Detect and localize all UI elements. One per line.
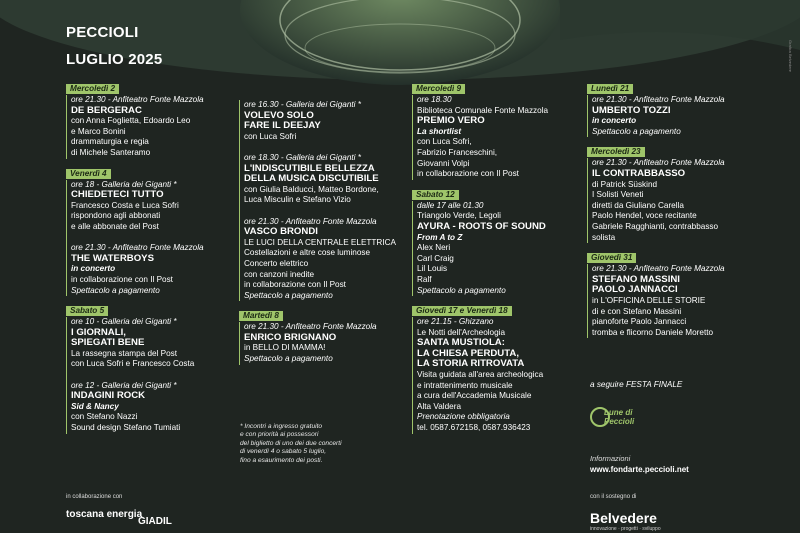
- date-badge: Sabato 5: [66, 306, 108, 316]
- event-line: Costellazioni e altre cose luminose: [244, 248, 371, 258]
- event-line: ore 18.30 - Galleria dei Giganti *: [244, 152, 361, 162]
- event-line: con Anna Foglietta, Edoardo Leo: [71, 116, 191, 126]
- event-title: CHIEDETECI TUTTO: [71, 189, 164, 201]
- event-line: Biblioteca Comunale Fonte Mazzola: [417, 105, 549, 115]
- program-column-1: [66, 84, 231, 444]
- event-line: [244, 142, 409, 153]
- event-block: [239, 311, 409, 364]
- event-line: Spettacolo a pagamento: [244, 354, 333, 364]
- event-line: in collaborazione con Il Post: [417, 169, 519, 179]
- event-details: [587, 158, 762, 243]
- program-column-4: [587, 84, 762, 348]
- event-line: ore 18.30: [417, 95, 452, 104]
- date-badge: Giovedì 31: [587, 253, 636, 263]
- event-line: Paolo Hendel, voce recitante: [592, 211, 697, 221]
- event-line: e Marco Bonini: [71, 126, 126, 136]
- event-title: I GIORNALI,: [71, 326, 126, 338]
- date-badge: Venerdì 4: [66, 169, 111, 179]
- event-line: ore 21.30 - Anfiteatro Fonte Mazzola: [71, 243, 204, 253]
- event-line: tel. 0587.672158, 0587.936423: [417, 423, 531, 433]
- event-line: ore 21.30 - Anfiteatro Fonte Mazzola: [592, 264, 725, 274]
- event-line: Francesco Costa e Luca Sofri: [71, 200, 179, 210]
- event-title: LA CHIESA PERDUTA,: [417, 347, 519, 359]
- lune-peccioli-logo: Lune di Peccioli: [590, 402, 650, 432]
- event-line: solista: [592, 232, 616, 242]
- event-block: [66, 84, 231, 159]
- note-line: e con priorità ai possessori: [240, 431, 319, 439]
- event-title: FARE IL DEEJAY: [244, 120, 321, 132]
- event-line: Spettacolo a pagamento: [244, 290, 333, 300]
- event-details: [66, 180, 231, 297]
- event-details: [587, 95, 762, 137]
- event-block: [587, 253, 762, 338]
- event-line: ore 10 - Galleria dei Giganti *: [71, 317, 177, 327]
- event-line: ore 21.30 - Anfiteatro Fonte Mazzola: [244, 322, 377, 332]
- event-title: VOLEVO SOLO: [244, 109, 314, 121]
- event-line: in BELLO DI MAMMA!: [244, 343, 326, 353]
- event-details: [66, 95, 231, 159]
- event-line: Fabrizio Franceschini,: [417, 147, 498, 157]
- event-line: [244, 206, 409, 217]
- note-line: del biglietto di uno dei due concerti: [240, 439, 342, 447]
- event-block: [66, 306, 231, 434]
- event-line: tromba e flicorno Daniele Moretto: [592, 327, 714, 337]
- event-line: LE LUCI DELLA CENTRALE ELETTRICA: [244, 237, 396, 247]
- event-line: con canzoni inedite: [244, 269, 315, 279]
- event-line: Spettacolo a pagamento: [71, 285, 160, 295]
- event-line: La rassegna stampa del Post: [71, 348, 178, 358]
- event-line: Sid & Nancy: [71, 401, 119, 411]
- event-block: [239, 100, 409, 301]
- festa-finale: a seguire FESTA FINALE: [590, 380, 683, 389]
- event-details: [412, 201, 587, 296]
- event-title: VASCO BRONDI: [244, 226, 318, 238]
- event-details: [587, 264, 762, 338]
- page-title-month: LUGLIO 2025: [66, 51, 163, 68]
- event-line: rispondono agli abbonati: [71, 211, 161, 221]
- event-block: [587, 147, 762, 243]
- program-column-3: [412, 84, 587, 444]
- event-line: La shortlist: [417, 126, 462, 136]
- info-label: Informazioni: [590, 454, 631, 463]
- support-label: con il sostegno di: [590, 494, 637, 500]
- note-line: di venerdì 4 o sabato 5 luglio,: [240, 448, 327, 456]
- event-line: Concerto elettrico: [244, 258, 309, 268]
- event-line: Lil Louis: [417, 264, 448, 274]
- event-line: ore 21.30 - Anfiteatro Fonte Mazzola: [592, 95, 725, 104]
- note-line: fino a esaurimento dei posti.: [240, 456, 323, 464]
- event-block: [412, 84, 587, 180]
- collab-label: in collaborazione con: [66, 494, 123, 500]
- event-details: [412, 317, 587, 434]
- event-line: Sound design Stefano Tumiati: [71, 423, 181, 433]
- date-badge: Mercoledì 2: [66, 84, 119, 94]
- event-line: di Patrick Süskind: [592, 179, 658, 189]
- date-badge: Mercoledì 23: [587, 147, 645, 157]
- event-line: con Luca Sofri e Francesco Costa: [71, 359, 195, 369]
- event-line: a cura dell'Accademia Musicale: [417, 391, 532, 401]
- event-line: ore 12 - Galleria dei Giganti *: [71, 380, 177, 390]
- event-line: Alta Valdera: [417, 401, 461, 411]
- page-title-town: PECCIOLI: [66, 24, 139, 41]
- event-line: ore 21.30 - Anfiteatro Fonte Mazzola: [244, 216, 377, 226]
- event-title: SANTA MUSTIOLA:: [417, 337, 505, 349]
- event-line: pianoforte Paolo Jannacci: [592, 317, 687, 327]
- event-line: Visita guidata all'area archeologica: [417, 370, 544, 380]
- event-line: con Luca Sofri: [244, 131, 297, 141]
- event-line: Le Notti dell'Archeologia: [417, 327, 506, 337]
- date-badge: Martedì 8: [239, 311, 283, 321]
- info-url[interactable]: www.fondarte.peccioli.net: [590, 465, 689, 474]
- event-line: Spettacolo a pagamento: [592, 126, 681, 136]
- event-title: AYURA - ROOTS OF SOUND: [417, 220, 546, 232]
- event-title: LA STORIA RITROVATA: [417, 358, 525, 370]
- event-line: con Luca Sofri,: [417, 137, 472, 147]
- giadil-logo: GIADIL: [138, 516, 172, 527]
- event-line: in L'OFFICINA DELLE STORIE: [592, 295, 706, 305]
- event-line: [71, 370, 231, 381]
- event-line: con Stefano Nazzi: [71, 412, 138, 422]
- event-line: con Giulia Balducci, Matteo Bordone,: [244, 184, 379, 194]
- event-line: in concerto: [71, 264, 116, 274]
- event-title: INDAGINI ROCK: [71, 390, 146, 402]
- event-line: Triangolo Verde, Legoli: [417, 211, 501, 221]
- date-badge: Lunedì 21: [587, 84, 633, 94]
- free-entry-note: [240, 423, 342, 465]
- event-line: Giovanni Volpi: [417, 158, 470, 168]
- event-title: PREMIO VERO: [417, 115, 485, 127]
- program-column-2: [239, 100, 409, 375]
- event-line: dalle 17 alle 01.30: [417, 200, 484, 210]
- event-title: L'INDISCUTIBILE BELLEZZA: [244, 162, 375, 174]
- event-line: di e con Stefano Massini: [592, 306, 682, 316]
- note-line: * Incontri a ingresso gratuito: [240, 423, 323, 430]
- event-line: ore 21.15 - Ghizzano: [417, 317, 494, 327]
- event-title: THE WATERBOYS: [71, 252, 154, 264]
- event-block: [412, 190, 587, 296]
- toscana-energia-logo: toscana energia: [66, 509, 143, 520]
- date-badge: Sabato 12: [412, 190, 459, 200]
- event-line: e intrattenimento musicale: [417, 380, 513, 390]
- event-title: STEFANO MASSINI: [592, 273, 680, 285]
- event-line: I Solisti Veneti: [592, 190, 644, 200]
- event-line: [71, 233, 231, 244]
- event-title: DELLA MUSICA DISCUTIBILE: [244, 173, 379, 185]
- event-block: [587, 84, 762, 137]
- event-line: Luca Misculin e Stefano Vizio: [244, 195, 351, 205]
- event-line: drammaturgia e regia: [71, 137, 149, 147]
- event-line: Alex Neri: [417, 243, 451, 253]
- event-line: Prenotazione obbligatoria: [417, 412, 510, 422]
- event-line: ore 21.30 - Anfiteatro Fonte Mazzola: [592, 158, 725, 168]
- event-title: SPIEGATI BENE: [71, 337, 145, 349]
- event-line: Spettacolo a pagamento: [417, 285, 506, 295]
- event-line: ore 21.30 - Anfiteatro Fonte Mazzola: [71, 95, 204, 104]
- event-title: IL CONTRABBASSO: [592, 167, 686, 179]
- event-line: ore 18 - Galleria dei Giganti *: [71, 179, 177, 189]
- event-line: diretti da Giuliano Carella: [592, 200, 684, 210]
- event-details: [239, 100, 409, 301]
- event-line: e alle abbonate del Post: [71, 221, 159, 231]
- event-title: ENRICO BRIGNANO: [244, 331, 337, 343]
- event-details: [412, 95, 587, 180]
- event-line: Gabriele Ragghianti, contrabbasso: [592, 221, 719, 231]
- event-title: DE BERGERAC: [71, 104, 142, 116]
- belvedere-tagline: innovazione · progetti · sviluppo: [590, 526, 661, 532]
- event-line: di Michele Santeramo: [71, 147, 151, 157]
- event-details: [239, 322, 409, 364]
- event-line: Carl Craig: [417, 253, 454, 263]
- date-badge: Giovedì 17 e Venerdì 18: [412, 306, 512, 316]
- event-line: Ralf: [417, 274, 432, 284]
- event-line: in concerto: [592, 116, 637, 126]
- event-line: in collaborazione con Il Post: [71, 274, 173, 284]
- event-line: in collaborazione con Il Post: [244, 280, 346, 290]
- side-credit: Grafica Belvedere: [788, 40, 793, 73]
- belvedere-logo: Belvedere: [590, 510, 657, 526]
- event-line: From A to Z: [417, 232, 463, 242]
- event-title: UMBERTO TOZZI: [592, 104, 671, 116]
- event-block: [66, 169, 231, 297]
- event-block: [412, 306, 587, 434]
- event-line: ore 16.30 - Galleria dei Giganti *: [244, 100, 361, 109]
- event-title: PAOLO JANNACCI: [592, 284, 678, 296]
- date-badge: Mercoledì 9: [412, 84, 465, 94]
- event-details: [66, 317, 231, 434]
